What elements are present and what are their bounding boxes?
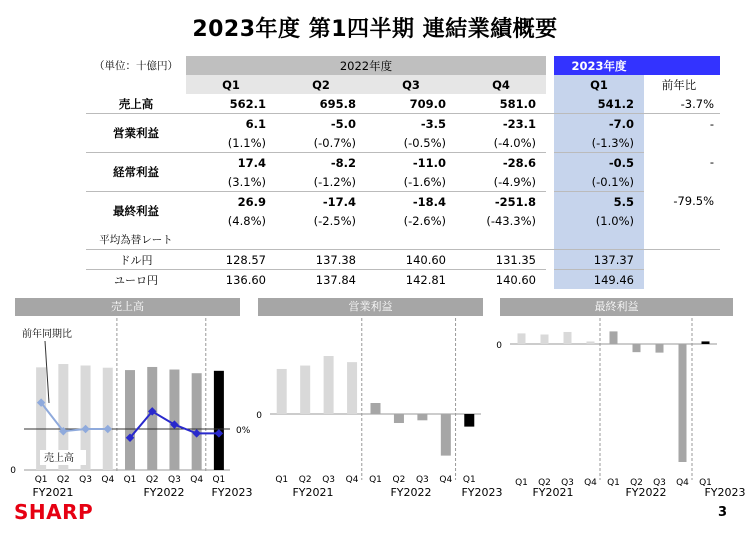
chart-bar xyxy=(394,414,404,423)
sales-legend-label: 売上高 xyxy=(44,453,74,464)
category-label: Q2 xyxy=(630,478,643,488)
cell: -11.0 xyxy=(412,155,446,170)
cell: 695.8 xyxy=(276,94,366,114)
group-label: FY2023 xyxy=(211,486,253,499)
cell: (-0.1%) xyxy=(554,172,644,192)
cell: 541.2 xyxy=(554,94,644,114)
category-label: Q2 xyxy=(145,475,159,485)
category-label: Q1 xyxy=(699,478,712,488)
group-label: FY2021 xyxy=(32,486,74,499)
cell: (3.1%) xyxy=(186,172,276,192)
cell: (1.1%) xyxy=(186,133,276,153)
page-title: 2023年度 第1四半期 連結業績概要 xyxy=(192,17,558,42)
row-label: 最終利益 xyxy=(113,204,159,218)
cell: (-0.7%) xyxy=(276,133,366,153)
chart-bar xyxy=(417,414,427,420)
fy2023-header: 2023年度 xyxy=(554,56,644,75)
category-label: Q2 xyxy=(538,478,551,488)
cell: 709.0 xyxy=(366,94,456,114)
row-label: 売上高 xyxy=(86,94,186,114)
row-label: 営業利益 xyxy=(86,114,186,153)
category-label: Q3 xyxy=(79,475,92,485)
cell: - xyxy=(709,116,714,131)
category-label: Q1 xyxy=(607,478,620,488)
category-label: Q3 xyxy=(561,478,574,488)
cell: 128.57 xyxy=(186,250,276,270)
yoy-legend-label: 前年同期比 xyxy=(22,329,72,340)
chart-title-net: 最終利益 xyxy=(500,298,733,316)
cell: -3.7% xyxy=(644,94,720,114)
category-label: Q4 xyxy=(101,475,115,485)
yoy-header: 前年比 xyxy=(661,77,697,92)
category-label: Q3 xyxy=(168,475,181,485)
cell: (-1.2%) xyxy=(276,172,366,192)
chart-bar xyxy=(147,367,157,470)
cell: (4.8%) xyxy=(227,213,266,228)
category-label: Q2 xyxy=(392,475,406,485)
cell: 137.37 xyxy=(554,250,644,270)
category-label: Q4 xyxy=(345,475,359,485)
chart-bar xyxy=(679,344,687,462)
zero-label: 0 xyxy=(10,466,16,476)
category-label: Q1 xyxy=(462,475,476,485)
chart-bar xyxy=(300,366,310,414)
zero-label: 0 xyxy=(256,411,262,421)
category-label: Q4 xyxy=(439,475,453,485)
category-label: Q1 xyxy=(275,475,289,485)
group-label: FY2021 xyxy=(532,486,574,499)
cell: -18.4 xyxy=(412,194,446,209)
category-label: Q1 xyxy=(369,475,382,485)
cell: 137.38 xyxy=(276,250,366,270)
quarter-header: Q3 xyxy=(366,75,456,94)
chart-bar xyxy=(277,369,287,414)
cell: (1.0%) xyxy=(554,211,644,230)
cell: (-43.3%) xyxy=(486,213,536,228)
category-label: Q2 xyxy=(298,475,312,485)
cell: -0.5 xyxy=(554,153,644,173)
group-label: FY2022 xyxy=(390,486,432,499)
chart-bar xyxy=(518,333,526,344)
cell: - xyxy=(709,155,714,170)
cell: 562.1 xyxy=(186,94,276,114)
quarter-header: Q2 xyxy=(276,75,366,94)
cell: -23.1 xyxy=(502,116,536,131)
chart-bar xyxy=(464,414,474,427)
group-label: FY2021 xyxy=(292,486,334,499)
chart-bar xyxy=(633,344,641,352)
category-label: Q2 xyxy=(56,475,70,485)
chart-bar xyxy=(347,362,357,414)
cell: 131.35 xyxy=(456,250,546,270)
category-label: Q1 xyxy=(123,475,137,485)
row-label: ドル円 xyxy=(86,250,186,270)
chart-bar xyxy=(125,370,135,470)
chart-bar xyxy=(564,332,572,344)
cell: 140.60 xyxy=(495,272,536,287)
category-label: Q4 xyxy=(190,475,204,485)
cell: 149.46 xyxy=(554,270,644,290)
row-label: 経常利益 xyxy=(86,153,186,192)
cell: -8.2 xyxy=(330,155,356,170)
cell: 137.84 xyxy=(315,272,356,287)
chart-bar xyxy=(103,368,113,470)
chart-bar xyxy=(656,344,664,353)
chart-bar xyxy=(169,370,179,470)
chart-bar xyxy=(610,331,618,344)
chart-bar xyxy=(371,403,381,414)
cell: -5.0 xyxy=(330,116,356,131)
cell: 17.4 xyxy=(237,155,266,170)
cell: -79.5% xyxy=(673,194,714,209)
page-number: 3 xyxy=(718,505,728,520)
category-label: Q3 xyxy=(653,478,666,488)
fx-header: 平均為替レート xyxy=(99,234,173,246)
cell: 26.9 xyxy=(237,194,266,209)
group-label: FY2022 xyxy=(143,486,185,499)
group-label: FY2023 xyxy=(704,486,746,499)
cell: 140.60 xyxy=(366,250,456,270)
category-label: Q3 xyxy=(415,475,429,485)
cell: 6.1 xyxy=(245,116,266,131)
row-label: ユーロ円 xyxy=(114,273,158,287)
group-label: FY2023 xyxy=(461,486,503,499)
fy2022-header: 2022年度 xyxy=(186,56,546,75)
zero-label: 0 xyxy=(496,341,502,351)
cell: 142.81 xyxy=(405,272,446,287)
cell: -7.0 xyxy=(554,114,644,134)
quarter-header: Q1 xyxy=(186,75,276,94)
group-label: FY2022 xyxy=(625,486,667,499)
chart-bar xyxy=(214,371,224,470)
cell: (-0.5%) xyxy=(366,133,456,153)
cell: 5.5 xyxy=(554,192,644,212)
category-label: Q1 xyxy=(212,475,226,485)
cell: (-1.6%) xyxy=(366,172,456,192)
category-label: Q1 xyxy=(515,478,528,488)
quarter-header: Q4 xyxy=(456,75,546,94)
chart-bar xyxy=(192,373,202,470)
chart-bar xyxy=(324,356,334,414)
current-quarter-header: Q1 xyxy=(554,75,644,94)
cell: -3.5 xyxy=(420,116,446,131)
cell: 136.60 xyxy=(225,272,266,287)
cell: -251.8 xyxy=(494,194,536,209)
chart-title-sales: 売上高 xyxy=(15,298,240,316)
chart-bar xyxy=(702,341,710,344)
category-label: Q3 xyxy=(322,475,336,485)
cell: -28.6 xyxy=(502,155,536,170)
cell: -17.4 xyxy=(322,194,356,209)
cell: (-1.3%) xyxy=(554,133,644,153)
chart-bar xyxy=(441,414,451,456)
category-label: Q1 xyxy=(34,475,48,485)
pct-zero-label: 0% xyxy=(236,426,251,436)
cell: (-4.0%) xyxy=(456,133,546,153)
cell: (-4.9%) xyxy=(456,172,546,192)
category-label: Q4 xyxy=(676,478,689,488)
chart-title-op: 営業利益 xyxy=(258,298,483,316)
yoy-line xyxy=(41,403,108,432)
chart-bar xyxy=(541,334,549,344)
cell: (-2.6%) xyxy=(403,213,446,228)
unit-label: （単位：十億円） xyxy=(94,60,178,72)
cell: (-2.5%) xyxy=(313,213,356,228)
cell: 581.0 xyxy=(456,94,546,114)
chart-bar xyxy=(587,341,595,344)
category-label: Q4 xyxy=(584,478,597,488)
sharp-logo: SHARP xyxy=(14,500,94,524)
